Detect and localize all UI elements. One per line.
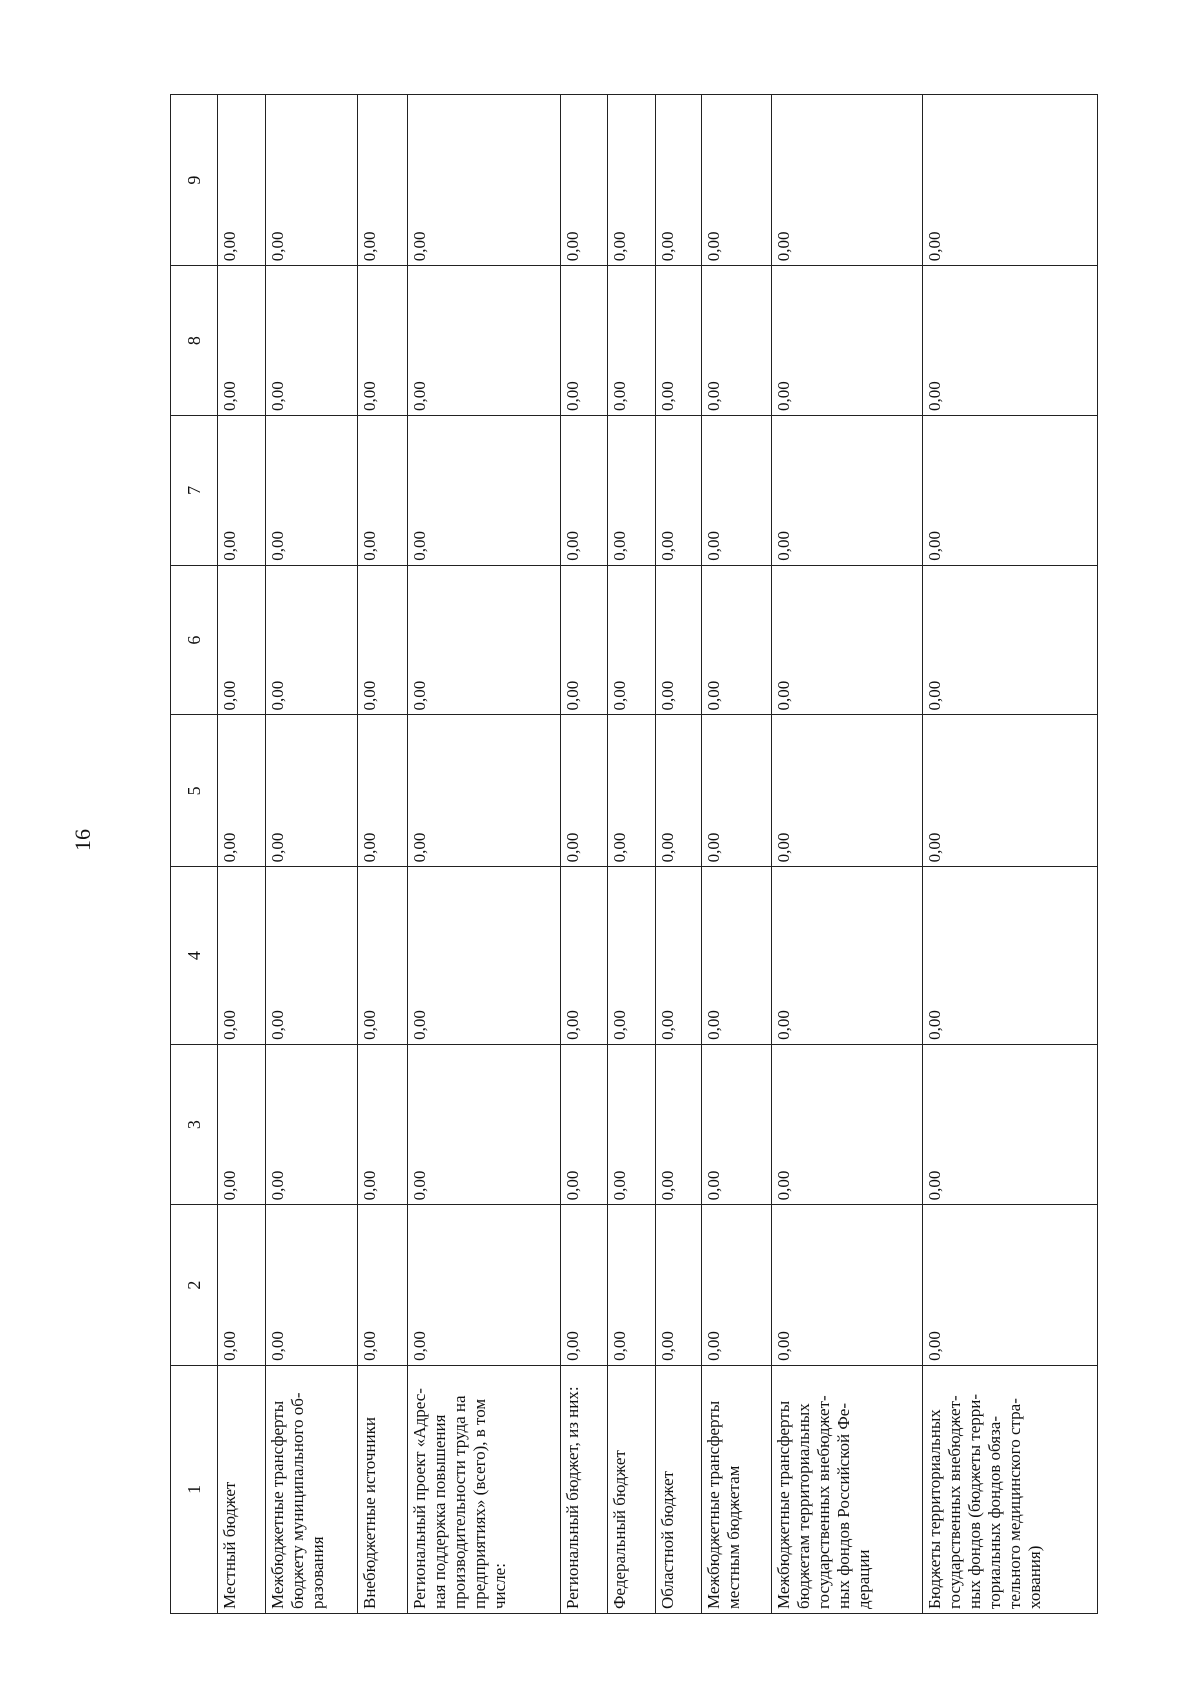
value-cell: 0,00: [266, 867, 357, 1045]
value-cell: 0,00: [607, 867, 655, 1045]
value-cell: 0,00: [655, 867, 701, 1045]
value-cell: 0,00: [923, 1205, 1098, 1365]
value-cell: 0,00: [923, 1044, 1098, 1204]
value-cell: 0,00: [407, 1205, 560, 1365]
value-cell: 0,00: [266, 1044, 357, 1204]
value-cell: 0,00: [771, 565, 922, 715]
value-cell: 0,00: [218, 1205, 266, 1365]
value-cell: 0,00: [655, 715, 701, 867]
value-cell: 0,00: [266, 565, 357, 715]
value-cell: 0,00: [771, 95, 922, 266]
page-number: 16: [70, 829, 95, 851]
value-cell: 0,00: [655, 565, 701, 715]
value-cell: 0,00: [923, 266, 1098, 416]
row-label: Межбюджетные трансферты бюджету муниципального об-разования: [266, 1365, 357, 1613]
table-row: [655, 95, 701, 1614]
value-cell: 0,00: [923, 565, 1098, 715]
value-cell: 0,00: [407, 415, 560, 565]
header-cell: 1: [171, 1365, 218, 1613]
value-cell: 0,00: [607, 95, 655, 266]
value-cell: 0,00: [701, 1044, 771, 1204]
value-cell: 0,00: [771, 867, 922, 1045]
value-cell: 0,00: [218, 867, 266, 1045]
value-cell: 0,00: [218, 715, 266, 867]
header-cell: 6: [171, 565, 218, 715]
value-cell: 0,00: [771, 1205, 922, 1365]
value-cell: 0,00: [407, 565, 560, 715]
value-cell: 0,00: [407, 266, 560, 416]
row-label: Межбюджетные трансферты бюджетам территориальных государственных внебюджет-ных фондов Российской Фе-дерации: [771, 1365, 922, 1613]
table-row: [561, 95, 607, 1614]
value-cell: 0,00: [357, 1044, 407, 1204]
value-cell: 0,00: [218, 565, 266, 715]
value-cell: 0,00: [218, 1044, 266, 1204]
value-cell: 0,00: [218, 95, 266, 266]
value-cell: 0,00: [771, 715, 922, 867]
value-cell: 0,00: [607, 1044, 655, 1204]
value-cell: 0,00: [357, 415, 407, 565]
table-row: [218, 95, 266, 1614]
value-cell: 0,00: [407, 95, 560, 266]
header-row: [171, 95, 218, 1614]
table-row: [357, 95, 407, 1614]
row-label: Местный бюджет: [218, 1365, 266, 1613]
table-row: [701, 95, 771, 1614]
value-cell: 0,00: [655, 1205, 701, 1365]
table-row: [923, 95, 1098, 1614]
value-cell: 0,00: [607, 715, 655, 867]
value-cell: 0,00: [701, 415, 771, 565]
value-cell: 0,00: [655, 266, 701, 416]
value-cell: 0,00: [357, 715, 407, 867]
row-label: Областной бюджет: [655, 1365, 701, 1613]
value-cell: 0,00: [561, 415, 607, 565]
value-cell: 0,00: [701, 867, 771, 1045]
value-cell: 0,00: [357, 867, 407, 1045]
value-cell: 0,00: [655, 1044, 701, 1204]
value-cell: 0,00: [701, 266, 771, 416]
value-cell: 0,00: [218, 415, 266, 565]
value-cell: 0,00: [607, 565, 655, 715]
table-row: [607, 95, 655, 1614]
value-cell: 0,00: [701, 95, 771, 266]
row-label: Региональный проект «Адрес-ная поддержка повышения производительности труда на предприятиях» (всего), в том числе:: [407, 1365, 560, 1613]
value-cell: 0,00: [655, 415, 701, 565]
value-cell: 0,00: [607, 266, 655, 416]
value-cell: 0,00: [407, 1044, 560, 1204]
value-cell: 0,00: [561, 266, 607, 416]
value-cell: 0,00: [655, 95, 701, 266]
value-cell: 0,00: [357, 95, 407, 266]
value-cell: 0,00: [407, 715, 560, 867]
value-cell: 0,00: [561, 565, 607, 715]
value-cell: 0,00: [357, 565, 407, 715]
value-cell: 0,00: [218, 266, 266, 416]
value-cell: 0,00: [923, 95, 1098, 266]
header-cell: 4: [171, 867, 218, 1045]
value-cell: 0,00: [266, 415, 357, 565]
value-cell: 0,00: [561, 867, 607, 1045]
value-cell: 0,00: [266, 95, 357, 266]
value-cell: 0,00: [607, 1205, 655, 1365]
value-cell: 0,00: [701, 565, 771, 715]
value-cell: 0,00: [607, 415, 655, 565]
value-cell: 0,00: [923, 867, 1098, 1045]
value-cell: 0,00: [357, 266, 407, 416]
budget-table-container: [170, 94, 1098, 1614]
value-cell: 0,00: [561, 1044, 607, 1204]
table-row: [266, 95, 357, 1614]
value-cell: 0,00: [923, 415, 1098, 565]
value-cell: 0,00: [701, 715, 771, 867]
row-label: Федеральный бюджет: [607, 1365, 655, 1613]
value-cell: 0,00: [266, 266, 357, 416]
value-cell: 0,00: [561, 95, 607, 266]
value-cell: 0,00: [701, 1205, 771, 1365]
header-cell: 8: [171, 266, 218, 416]
table-row: [771, 95, 922, 1614]
value-cell: 0,00: [266, 715, 357, 867]
row-label: Внебюджетные источники: [357, 1365, 407, 1613]
value-cell: 0,00: [407, 867, 560, 1045]
header-cell: 9: [171, 95, 218, 266]
header-cell: 3: [171, 1044, 218, 1204]
budget-table: [170, 94, 1098, 1614]
value-cell: 0,00: [357, 1205, 407, 1365]
value-cell: 0,00: [771, 266, 922, 416]
table-row: [407, 95, 560, 1614]
value-cell: 0,00: [771, 415, 922, 565]
value-cell: 0,00: [561, 1205, 607, 1365]
rotated-table-frame: [170, 94, 1098, 1614]
value-cell: 0,00: [771, 1044, 922, 1204]
header-cell: 7: [171, 415, 218, 565]
value-cell: 0,00: [923, 715, 1098, 867]
value-cell: 0,00: [266, 1205, 357, 1365]
row-label: Бюджеты территориальных государственных внебюджет-ных фондов (бюджеты терри-ториальных фондов обяза-тельного медицинского стра-хования): [923, 1365, 1098, 1613]
row-label: Межбюджетные трансферты местным бюджетам: [701, 1365, 771, 1613]
row-label: Региональный бюджет, из них:: [561, 1365, 607, 1613]
header-cell: 2: [171, 1205, 218, 1365]
header-cell: 5: [171, 715, 218, 867]
value-cell: 0,00: [561, 715, 607, 867]
